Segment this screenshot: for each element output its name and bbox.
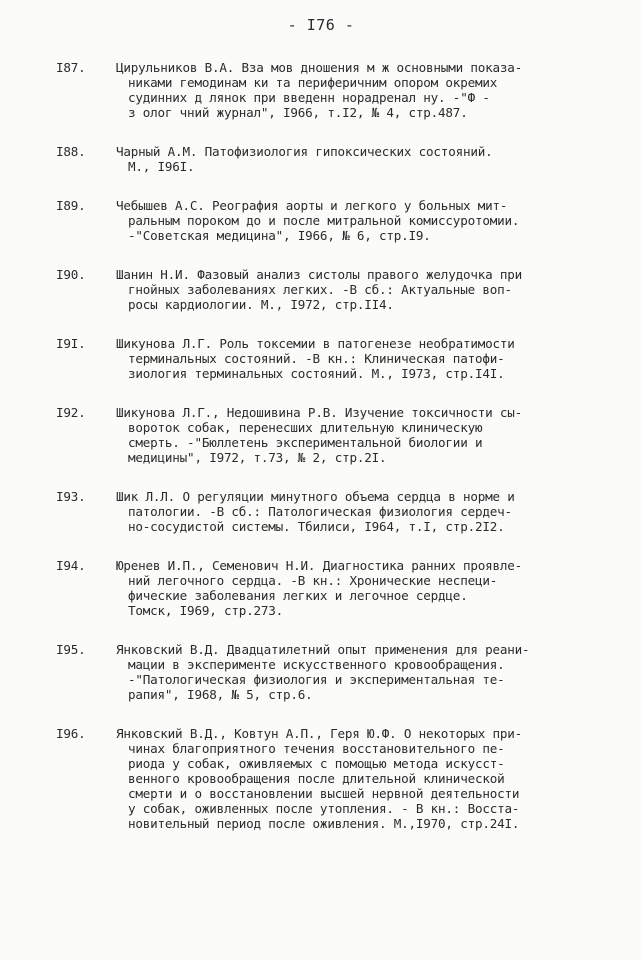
entry-text-line: Цирульников В.А. Вза мов дношения м ж основными показа-	[116, 60, 523, 75]
entry-text	[116, 198, 606, 243]
entry-text-line: мации в эксперименте искусственного кровообращения.	[128, 657, 505, 672]
entry-text-line: Шик Л.Л. О регуляции минутного объема сердца в норме и	[116, 489, 515, 504]
entry-text	[116, 489, 606, 534]
entry-text-line: смерти и о восстановлении высшей нервной деятельности	[128, 786, 520, 801]
page-number: - I76 -	[287, 16, 355, 34]
bibliography-entry	[56, 642, 606, 702]
entry-text-line: Шикунова Л.Г., Недошивина Р.В. Изучение токсичности сы-	[116, 405, 523, 420]
entry-text	[116, 726, 606, 831]
entry-number: I95.	[56, 642, 86, 657]
bibliography-list	[56, 60, 606, 855]
bibliography-entry	[56, 489, 606, 534]
entry-number: I87.	[56, 60, 86, 75]
entry-text-line: росы кардиологии. М., I972, стр.II4.	[128, 297, 394, 312]
entry-text-line: Янковский В.Д., Ковтун А.П., Геря Ю.Ф. О некоторых при-	[116, 726, 523, 741]
entry-text-line: фические заболевания легких и легочное сердце.	[128, 588, 468, 603]
bibliography-entry	[56, 60, 606, 120]
entry-text-line: -"Патологическая физиология и экспериментальная те-	[128, 672, 505, 687]
entry-text-line: ний легочного сердца. -В кн.: Хронические неспеци-	[128, 573, 498, 588]
entry-text-line: патологии. -В сб.: Патологическая физиология сердеч-	[128, 504, 512, 519]
entry-text-line: -"Советская медицина", I966, № 6, стр.I9.	[128, 228, 431, 243]
bibliography-entry	[56, 144, 606, 174]
entry-text-line: медицины", I972, т.73, № 2, стр.2I.	[128, 450, 387, 465]
entry-text	[116, 642, 606, 702]
bibliography-entry	[56, 336, 606, 381]
entry-number: I90.	[56, 267, 86, 282]
entry-text-line: М., I96I.	[128, 159, 195, 174]
bibliography-entry	[56, 267, 606, 312]
entry-text-line: терминальных состояний. -В кн.: Клиническая патофи-	[128, 351, 505, 366]
entry-text-line: судинних д лянок при введенн норадренал ну. -"Ф -	[128, 90, 490, 105]
entry-text	[116, 336, 606, 381]
entry-text-line: зиология терминальных состояний. М., I973, стр.I4I.	[128, 366, 505, 381]
entry-text-line: Шикунова Л.Г. Роль токсемии в патогенезе необратимости	[116, 336, 515, 351]
entry-text-line: гнойных заболеваниях легких. -В сб.: Актуальные воп-	[128, 282, 512, 297]
entry-text-line: ральным пороком до и после митральной комиссуротомии.	[128, 213, 520, 228]
entry-number: I9I.	[56, 336, 86, 351]
entry-text-line: никами гемодинам ки та периферичним опором окремих	[128, 75, 498, 90]
entry-number: I88.	[56, 144, 86, 159]
entry-text	[116, 267, 606, 312]
entry-text-line: Янковский В.Д. Двадцатилетний опыт применения для реани-	[116, 642, 530, 657]
entry-number: I96.	[56, 726, 86, 741]
entry-text-line: Юренев И.П., Семенович Н.И. Диагностика ранних проявле-	[116, 558, 523, 573]
entry-text	[116, 558, 606, 618]
bibliography-entry	[56, 405, 606, 465]
bibliography-entry	[56, 726, 606, 831]
entry-text-line: у собак, оживленных после утопления. - В кн.: Восста-	[128, 801, 520, 816]
entry-number: I94.	[56, 558, 86, 573]
entry-text-line: рапия", I968, № 5, стр.6.	[128, 687, 313, 702]
entry-text-line: Чарный А.М. Патофизиология гипоксических состояний.	[116, 144, 493, 159]
entry-text-line: Шанин Н.И. Фазовый анализ систолы правого желудочка при	[116, 267, 523, 282]
entry-text-line: смерть. -"Бюллетень экспериментальной биологии и	[128, 435, 483, 450]
entry-number: I89.	[56, 198, 86, 213]
entry-text-line: Томск, I969, стр.273.	[128, 603, 284, 618]
entry-text-line: новительный период после оживления. М.,I970, стр.24I.	[128, 816, 520, 831]
entry-text-line: но-сосудистой системы. Тбилиси, I964, т.I, стр.2I2.	[128, 519, 505, 534]
entry-text	[116, 144, 606, 174]
entry-text-line: вороток собак, перенесших длительную клиническую	[128, 420, 483, 435]
entry-number: I92.	[56, 405, 86, 420]
entry-text-line: з олог чний журнал", I966, т.I2, № 4, стр.487.	[128, 105, 468, 120]
bibliography-entry	[56, 198, 606, 243]
entry-text	[116, 60, 606, 120]
entry-text-line: венного кровообращения после длительной клинической	[128, 771, 505, 786]
entry-text-line: риода у собак, оживляемых с помощью метода искусст-	[128, 756, 505, 771]
entry-number: I93.	[56, 489, 86, 504]
bibliography-entry	[56, 558, 606, 618]
entry-text-line: чинах благоприятного течения восстановительного пе-	[128, 741, 505, 756]
entry-text-line: Чебышев А.С. Реография аорты и легкого у больных мит-	[116, 198, 508, 213]
entry-text	[116, 405, 606, 465]
